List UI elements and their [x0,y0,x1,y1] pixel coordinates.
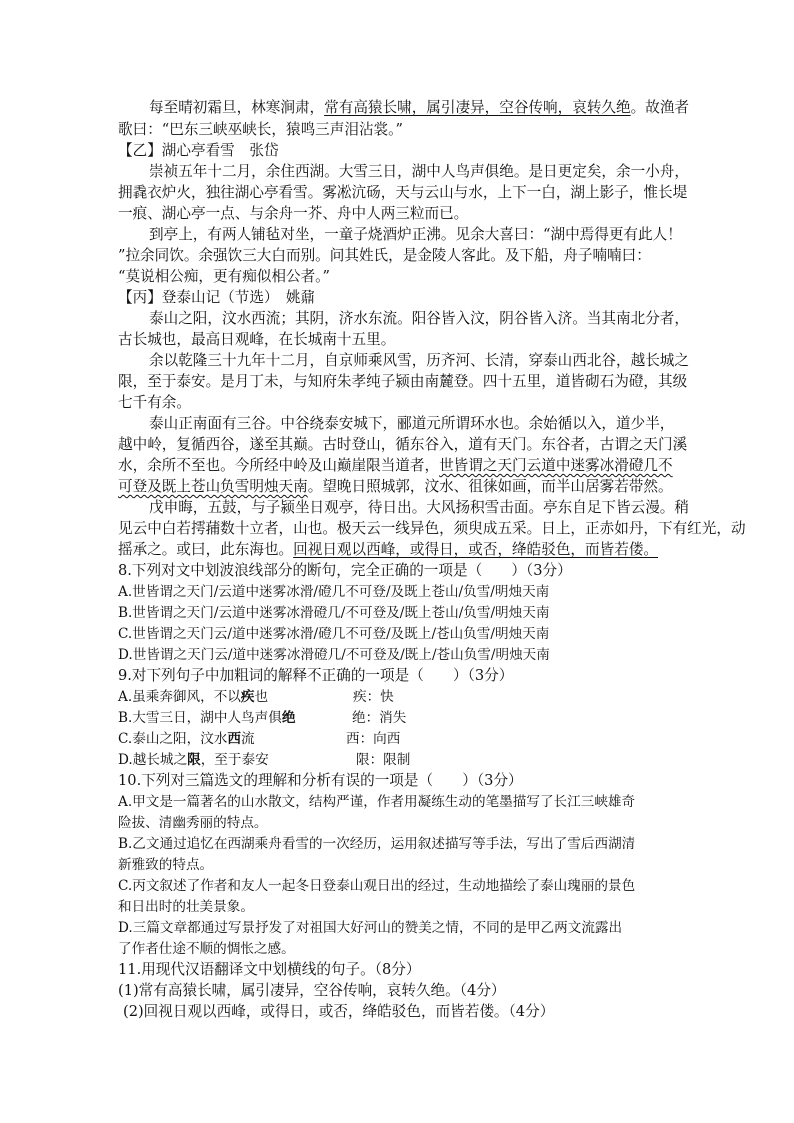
question-8-option-b: B.世皆谓之天门/云道中迷雾冰滑磴几/不可登及/既上苍山/负雪/明烛天南 [118,605,550,621]
yi-p1-line: 崇祯五年十二月，余住西湖。大雪三日，湖中人鸟声俱绝。是日更定矣，余一小舟， [149,163,689,180]
bing-p4-line: 摇承之。或曰，此东海也。回视日观以西峰，或得日，或否，绛皓驳色，而皆若偻。 [118,541,658,558]
bold-word: 西 [227,731,241,747]
question-10-line: 了作者仕途不顺的惆怅之感。 [118,941,295,957]
bing-p2-line: 限，至于泰安。是月丁未，与知府朱孝纯子颍由南麓登。四十五里，道皆砌石为磴，其级 [118,373,688,390]
wavy-underlined-text: 可登及既上苍山负雪明烛天南 [118,478,308,495]
bing-p4-line: 戊申晦，五鼓，与子颍坐日观亭，待日出。大风扬积雪击面。亭东自足下皆云漫。稍 [149,499,689,516]
question-9-stem: 9.对下列句子中加粗词的解释不正确的一项是（ ）（3分） [118,667,514,684]
question-10-line: 险拔、清幽秀丽的特点。 [118,815,268,831]
question-9-option-c: C.泰山之阳，汶水西流 [118,731,255,747]
bing-p3-line: 可登及既上苍山负雪明烛天南。望晚日照城郭，汶水、徂徕如画，而半山居雾若带然。 [118,478,673,495]
question-10-line: 和日出时的壮美景象。 [118,899,254,915]
question-8-stem: 8.下列对文中划波浪线部分的断句，完全正确的一项是（ ）（3分） [118,562,572,579]
question-9-gloss-b: 绝：消失 [352,710,407,726]
question-10-stem: 10.下列对三篇选文的理解和分析有误的一项是（ ）（3分） [118,772,523,789]
yi-p1-line: 拥毳衣炉火，独往湖心亭看雪。雾凇沆砀，天与云山与水，上下一白，湖上影子，惟长堤 [118,184,688,201]
bing-p4-line: 见云中白若摴蒱数十立者，山也。极天云一线异色，须臾成五采。日上，正赤如丹，下有红光，动 [118,520,746,537]
yi-p2-line: “莫说相公痴，更有痴似相公者。” [118,268,330,285]
question-9-gloss-a: 疾：快 [353,689,394,705]
question-9-option-a: A.虽乘奔御风，不以疾也 [118,689,269,705]
bing-p2-line: 七千有余。 [118,394,191,411]
yi-p2-line: ”拉余同饮。余强饮三大白而别。问其姓氏，是金陵人客此。及下船，舟子喃喃曰： [118,247,651,264]
question-10-line: B.乙文通过追忆在西湖乘舟看雪的一次经历，运用叙述描写等手法，写出了雪后西湖清 [118,836,636,852]
question-10-line: D.三篇文章都通过写景抒发了对祖国大好河山的赞美之情，不同的是甲乙两文流露出 [118,920,623,936]
question-8-option-a: A.世皆谓之天门/云道中迷雾冰滑/磴几不可登/及既上苍山/负雪/明烛天南 [118,584,550,600]
jia-line-2: 歌曰：“巴东三峡巫峡长，猿鸣三声泪沾裳。” [118,121,403,138]
yi-p2-line: 到亭上，有两人铺毡对坐，一童子烧酒炉正沸。见余大喜曰：“湖中焉得更有此人！ [149,226,682,243]
bing-p1-line: 泰山之阳，汶水西流；其阴，济水东流。阳谷皆入汶，阴谷皆入济。当其南北分者， [149,310,689,327]
question-8-option-c: C.世皆谓之天门云/道中迷雾冰滑/磴几不可登/及既上/苍山负雪/明烛天南 [118,626,550,642]
wavy-underlined-text: 世皆谓之天门云道中迷雾冰滑磴几不 [439,457,673,474]
question-10-line: 新雅致的特点。 [118,857,214,873]
jia-line-1: 每至晴初霜旦，林寒涧肃，常有高猿长啸，属引凄异，空谷传响，哀转久绝。故渔者 [149,99,690,116]
question-9-option-d: D.越长城之限，至于泰安 [118,752,269,768]
bing-header: 【丙】登泰山记（节选） 姚鼐 [118,289,316,306]
yi-header: 【乙】湖心亭看雪 张岱 [118,142,279,159]
bold-word: 绝 [281,710,296,726]
question-10-line: C.丙文叙述了作者和友人一起冬日登泰山观日出的经过，生动地描绘了泰山瑰丽的景色 [118,878,636,894]
question-10-line: A.甲文是一篇著名的山水散文，结构严谨，作者用凝练生动的笔墨描写了长江三峡雄奇 [118,794,636,810]
bing-p1-line: 古长城也，最高日观峰，在长城南十五里。 [118,331,396,348]
bing-p3-line: 泰山正南面有三谷。中谷绕泰安城下，郦道元所谓环水也。余始循以入，道少半， [149,415,675,432]
jia-underlined-sentence: 常有高猿长啸，属引凄异，空谷传响，哀转久绝 [324,99,631,116]
bing-p2-line: 余以乾隆三十九年十二月，自京师乘风雪，历齐河、长清，穿泰山西北谷，越长城之 [149,352,689,369]
yi-p1-line: 一痕、湖心亭一点、与余舟一芥、舟中人两三粒而已。 [118,205,469,222]
bold-word: 疾 [240,689,255,705]
bing-p3-line: 越中岭，复循西谷，遂至其巅。古时登山，循东谷入，道有天门。东谷者，古谓之天门溪 [118,436,688,453]
question-11-item-1: (1)常有高猿长啸，属引凄异，空谷传响，哀转久绝。（4分） [118,982,506,999]
question-11-item-2: (2)回视日观以西峰，或得日，或否，绛皓驳色，而皆若偻。（4分） [123,1003,555,1020]
bing-p3-line: 水，余所不至也。今所经中岭及山巅崖限当道者，世皆谓之天门云道中迷雾冰滑磴几不 [118,457,673,474]
question-9-gloss-d: 限：限制 [356,752,411,768]
question-9-gloss-c: 西：向西 [346,731,401,747]
bing-underlined-sentence: 回视日观以西峰，或得日，或否，绛皓驳色，而皆若偻。 [293,541,658,558]
bold-word: 限 [187,752,201,768]
question-8-option-d: D.世皆谓之天门云/道中迷雾冰滑磴几/不可登及/既上/苍山负雪/明烛天南 [118,647,550,663]
question-9-option-b: B.大雪三日，湖中人鸟声俱绝 [118,710,296,726]
question-11-stem: 11.用现代汉语翻译文中划横线的句子。（8分） [118,961,421,978]
